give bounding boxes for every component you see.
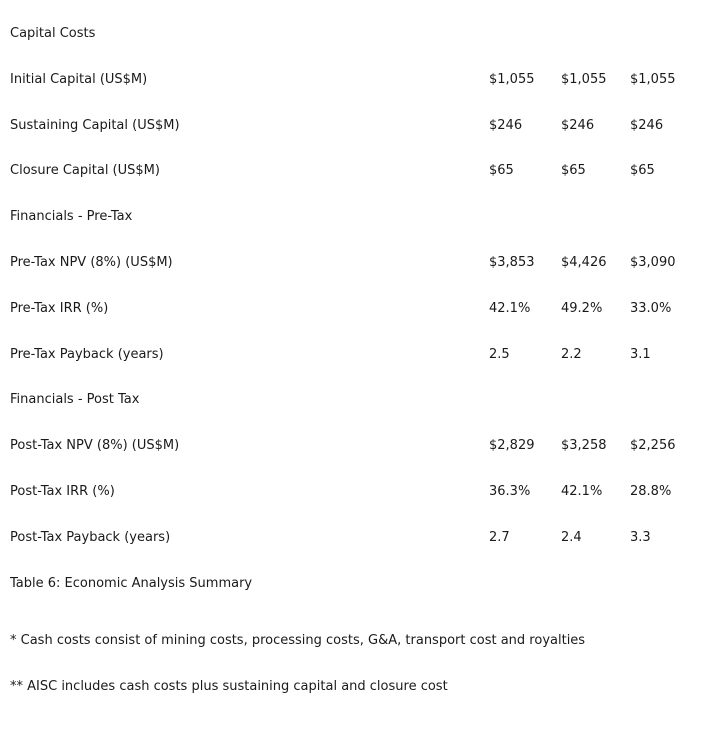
value-col-1: $2,829 [489, 438, 535, 453]
value-col-3: $65 [630, 163, 655, 178]
table-row [0, 118, 713, 134]
row-label: Post-Tax NPV (8%) (US$M) [10, 438, 180, 453]
value-col-3: $246 [630, 118, 664, 133]
value-col-3: $3,090 [630, 255, 676, 270]
value-col-1: 2.5 [489, 347, 510, 362]
value-col-3: 33.0% [630, 301, 672, 316]
value-col-1: $65 [489, 163, 514, 178]
table-row [0, 347, 713, 363]
value-col-2: 2.4 [561, 530, 582, 545]
value-col-2: 49.2% [561, 301, 603, 316]
row-label: Initial Capital (US$M) [10, 72, 148, 87]
value-col-3: 3.3 [630, 530, 651, 545]
row-label: Post-Tax IRR (%) [10, 484, 115, 499]
value-col-2: $3,258 [561, 438, 607, 453]
table-row [0, 438, 713, 454]
value-col-2: $1,055 [561, 72, 607, 87]
row-label: Pre-Tax IRR (%) [10, 301, 109, 316]
table-row [0, 72, 713, 88]
row-label: Sustaining Capital (US$M) [10, 118, 180, 133]
value-col-1: 42.1% [489, 301, 531, 316]
table-caption: Table 6: Economic Analysis Summary [10, 576, 253, 591]
table-row [0, 163, 713, 179]
value-col-3: $2,256 [630, 438, 676, 453]
value-col-3: 28.8% [630, 484, 672, 499]
table-row [0, 255, 713, 271]
value-col-3: $1,055 [630, 72, 676, 87]
row-label: Closure Capital (US$M) [10, 163, 160, 178]
section-heading-financials-posttax: Financials - Post Tax [10, 392, 140, 407]
value-col-2: 2.2 [561, 347, 582, 362]
table-row [0, 301, 713, 317]
section-heading-financials-pretax: Financials - Pre-Tax [10, 209, 133, 224]
footnote-cash-costs: * Cash costs consist of mining costs, processing costs, G&A, transport cost and royalties [10, 633, 586, 648]
footnote-aisc: ** AISC includes cash costs plus sustaining capital and closure cost [10, 679, 448, 694]
value-col-2: $65 [561, 163, 586, 178]
value-col-2: $246 [561, 118, 595, 133]
value-col-1: 2.7 [489, 530, 510, 545]
row-label: Pre-Tax Payback (years) [10, 347, 164, 362]
table-row [0, 530, 713, 546]
value-col-1: $246 [489, 118, 523, 133]
value-col-1: $3,853 [489, 255, 535, 270]
value-col-1: $1,055 [489, 72, 535, 87]
value-col-2: 42.1% [561, 484, 603, 499]
value-col-2: $4,426 [561, 255, 607, 270]
value-col-1: 36.3% [489, 484, 531, 499]
table-row [0, 484, 713, 500]
row-label: Pre-Tax NPV (8%) (US$M) [10, 255, 173, 270]
value-col-3: 3.1 [630, 347, 651, 362]
row-label: Post-Tax Payback (years) [10, 530, 171, 545]
section-heading-capital-costs: Capital Costs [10, 26, 96, 41]
